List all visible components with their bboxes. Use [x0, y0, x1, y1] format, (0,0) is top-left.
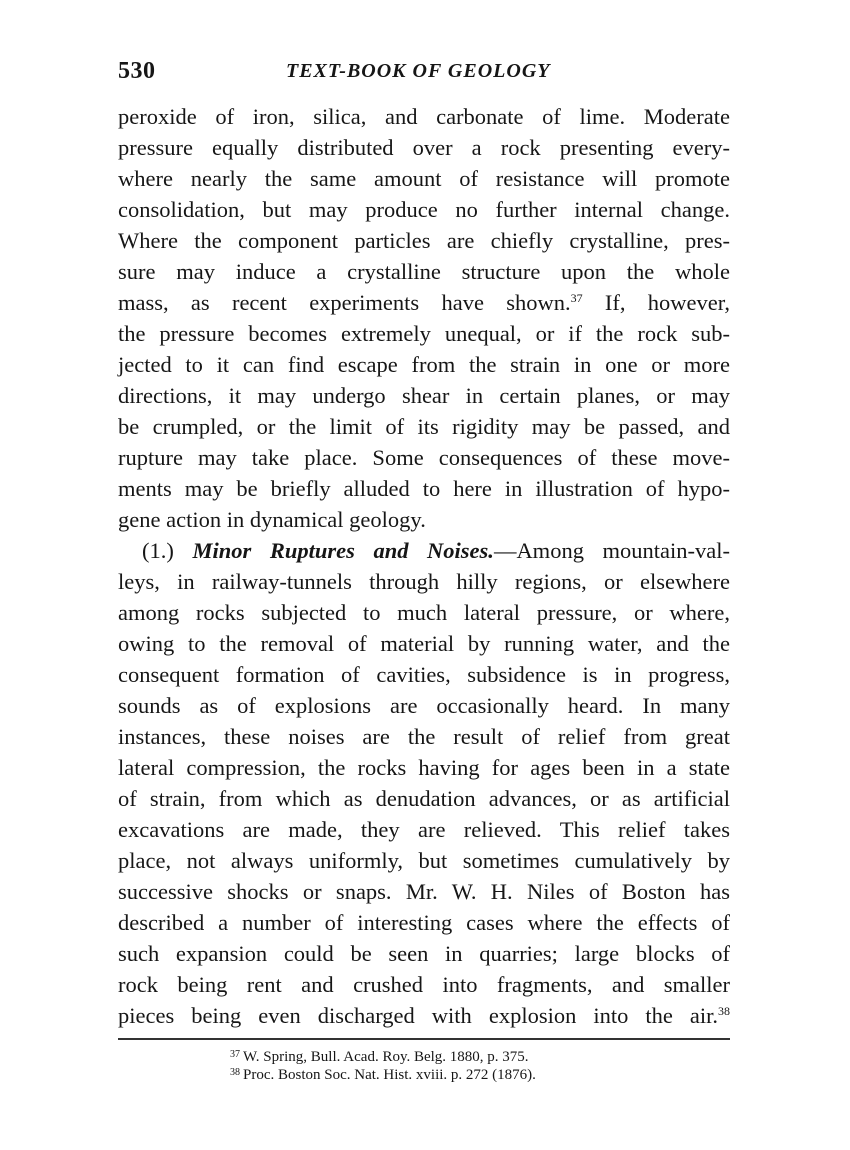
- text-line: peroxide of iron, silica, and carbonate of lime. Moderate: [118, 104, 730, 129]
- text-line: directions, it may undergo shear in certain planes, or may: [118, 383, 730, 408]
- text-line: gene action in dynamical geology.: [118, 507, 426, 532]
- text-segment: pieces being even discharged with explosion into the air.: [118, 1003, 718, 1028]
- text-line: such expansion could be seen in quarries; large blocks of: [118, 941, 730, 966]
- text-line: ments may be briefly alluded to here in illustration of hypo-: [118, 476, 730, 501]
- text-line: instances, these noises are the result of relief from great: [118, 724, 730, 749]
- text-line: pressure equally distributed over a rock presenting every-: [118, 135, 730, 160]
- text-line: successive shocks or snaps. Mr. W. H. Niles of Boston has: [118, 879, 730, 904]
- text-line: rupture may take place. Some consequences of these move-: [118, 445, 730, 470]
- body-text: [118, 101, 730, 1031]
- text-line: place, not always uniformly, but sometimes cumulatively by: [118, 848, 730, 873]
- section-number: (1.): [142, 538, 193, 563]
- text-line: rock being rent and crushed into fragments, and smaller: [118, 972, 730, 997]
- text-line: sure may induce a crystalline structure upon the whole: [118, 259, 730, 284]
- text-line: described a number of interesting cases where the effects of: [118, 910, 730, 935]
- footnote-text: Proc. Boston Soc. Nat. Hist. xviii. p. 272 (1876).: [243, 1067, 536, 1083]
- footnote-mark: 37: [230, 1049, 240, 1060]
- text-line: [118, 287, 730, 318]
- text-line: excavations are made, they are relieved. This relief takes: [118, 817, 730, 842]
- text-line: consequent formation of cavities, subsidence is in progress,: [118, 662, 730, 687]
- footnote-divider: [118, 1038, 730, 1040]
- page-number: 530: [118, 58, 156, 84]
- text-line: the pressure becomes extremely unequal, or if the rock sub-: [118, 321, 730, 346]
- running-title: TEXT-BOOK OF GEOLOGY: [286, 60, 551, 82]
- footnote-mark: 38: [230, 1067, 240, 1078]
- section-heading: Minor Ruptures and Noises.: [192, 538, 494, 563]
- text-line: sounds as of explosions are occasionally heard. In many: [118, 693, 730, 718]
- footnote: [230, 1048, 730, 1066]
- footnote-reference: 37: [570, 291, 583, 305]
- footnote-reference: 38: [718, 1004, 730, 1018]
- footnotes: [230, 1048, 730, 1084]
- footnote-text: W. Spring, Bull. Acad. Roy. Belg. 1880, p. 375.: [243, 1049, 529, 1065]
- text-line: leys, in railway-tunnels through hilly regions, or elsewhere: [118, 569, 730, 594]
- footnote: [230, 1066, 730, 1084]
- text-line: jected to it can find escape from the strain in one or more: [118, 352, 730, 377]
- text-line: of strain, from which as denudation advances, or as artificial: [118, 786, 730, 811]
- text-line: [118, 535, 730, 566]
- text-line: among rocks subjected to much lateral pressure, or where,: [118, 600, 730, 625]
- running-head: [118, 58, 730, 92]
- text-line: owing to the removal of material by running water, and the: [118, 631, 730, 656]
- text-line: where nearly the same amount of resistance will promote: [118, 166, 730, 191]
- text-segment: mass, as recent experiments have shown.: [118, 290, 571, 315]
- text-segment: If, however,: [582, 290, 730, 315]
- text-line: Where the component particles are chiefly crystalline, pres-: [118, 228, 730, 253]
- text-line: be crumpled, or the limit of its rigidity may be passed, and: [118, 414, 730, 439]
- text-segment: —Among mountain-val-: [493, 538, 730, 563]
- text-line: [118, 1000, 730, 1031]
- text-line: consolidation, but may produce no further internal change.: [118, 197, 730, 222]
- text-line: lateral compression, the rocks having for ages been in a state: [118, 755, 730, 780]
